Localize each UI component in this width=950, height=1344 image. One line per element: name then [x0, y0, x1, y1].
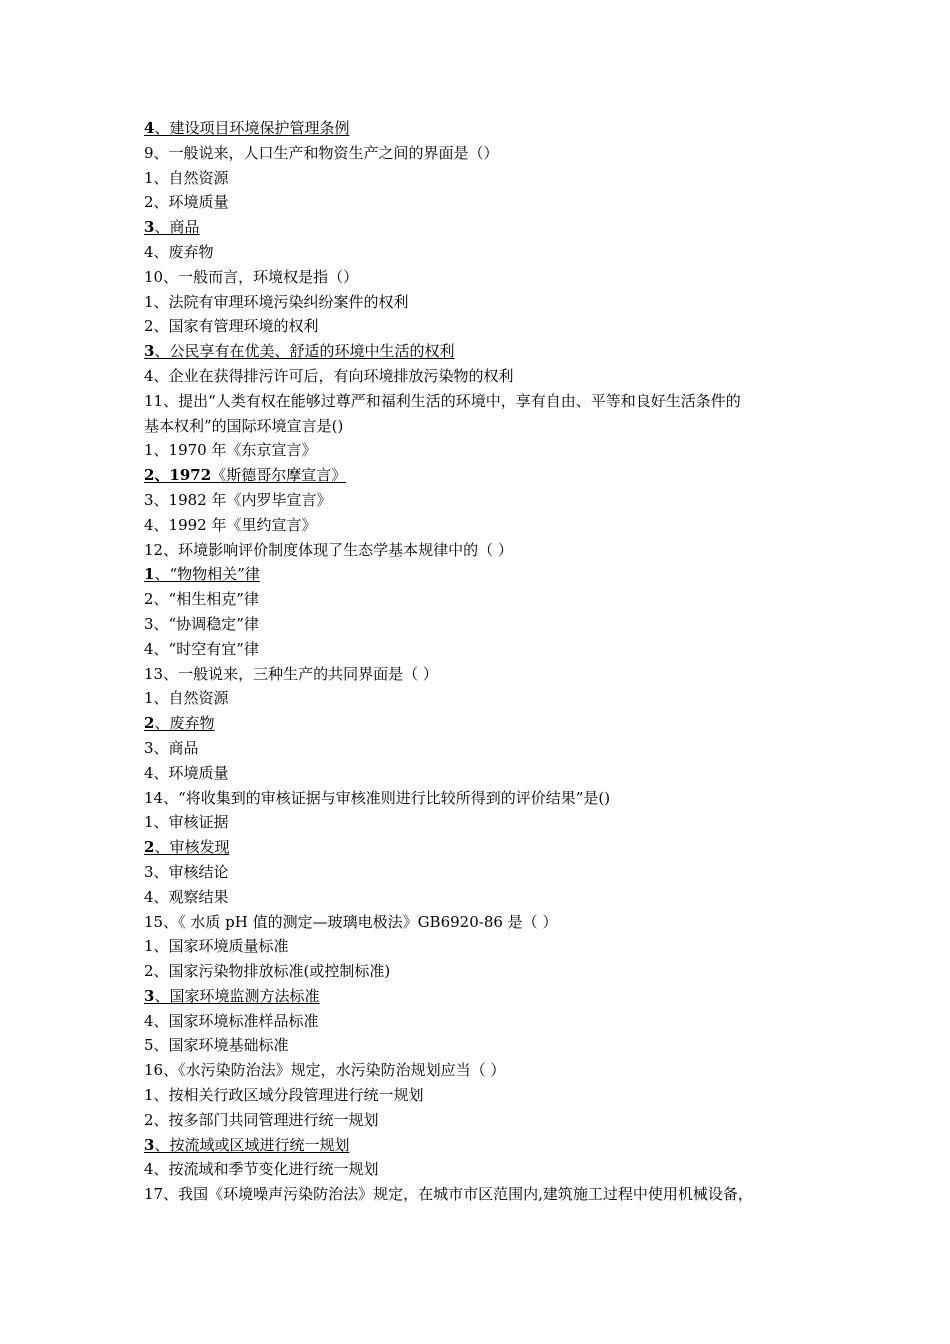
text-line: 3、“协调稳定”律: [144, 614, 259, 633]
text-line: 4、观察结果: [144, 887, 229, 906]
text-line: 1、国家环境质量标准: [144, 937, 289, 956]
text-line: 13、一般说来，三种生产的共同界面是（ ）: [144, 664, 438, 683]
answer-text: 、“物物相关”律: [154, 565, 260, 584]
text-line: 2、国家污染物排放标准(或控制标准): [144, 962, 391, 981]
text-line: 12、环境影响评价制度体现了生态学基本规律中的（ ）: [144, 540, 513, 559]
answer-text: 、公民享有在优美、舒适的环境中生活的权利: [154, 342, 455, 361]
text-line: 1、审核证据: [144, 813, 229, 832]
text-line: 4、国家环境标准样品标准: [144, 1011, 319, 1030]
text-line: 4、按流域和季节变化进行统一规划: [144, 1160, 379, 1179]
answer-option-line: [144, 463, 824, 488]
answer-option-line: [144, 984, 824, 1009]
answer-marker: 3: [144, 218, 155, 237]
answer-text: 、按流域或区域进行统一规划: [154, 1135, 350, 1154]
text-line: 基本权利”的国际环境宣言是(): [144, 416, 344, 435]
text-line: 17、我国《环境噪声污染防治法》规定，在城市市区范围内,建筑施工过程中使用机械设备，: [144, 1185, 753, 1204]
text-line: 4、环境质量: [144, 763, 229, 782]
answer-text: 、建设项目环境保护管理条例: [154, 119, 350, 137]
text-line: 16、《水污染防治法》规定，水污染防治规划应当（ ）: [144, 1061, 506, 1080]
answer-option-line: [144, 116, 824, 141]
answer-text: 、废弃物: [154, 714, 215, 733]
answer-option-line: [144, 1133, 824, 1158]
text-line: 4、“时空有宜”律: [144, 639, 259, 658]
text-line: 1、自然资源: [144, 689, 229, 708]
text-line: 3、审核结论: [144, 862, 229, 881]
answer-marker: 3: [144, 986, 155, 1005]
text-line: 2、国家有管理环境的权利: [144, 317, 319, 336]
text-line: 4、企业在获得排污许可后，有向环境排放污染物的权利: [144, 366, 514, 385]
answer-marker: 2: [144, 714, 155, 733]
answer-text: 、审核发现: [154, 838, 230, 857]
text-line: 1、自然资源: [144, 168, 229, 187]
text-line: 4、废弃物: [144, 242, 214, 261]
answer-marker: 3: [144, 1135, 155, 1154]
text-line: 1、按相关行政区域分段管理进行统一规划: [144, 1086, 424, 1105]
text-line: 4、1992 年《里约宣言》: [144, 515, 317, 534]
text-line: 5、国家环境基础标准: [144, 1036, 289, 1055]
answer-text: 、国家环境监测方法标准: [154, 986, 320, 1005]
text-line: 15、《 水质 pH 值的测定—玻璃电极法》GB6920-86 是（ ）: [144, 912, 558, 931]
text-line: 1、法院有审理环境污染纠纷案件的权利: [144, 292, 409, 311]
answer-marker: 4: [144, 119, 155, 137]
text-line: 3、商品: [144, 738, 199, 757]
answer-text: 、商品: [154, 218, 200, 237]
text-line: 9、一般说来，人口生产和物资生产之间的界面是（）: [144, 143, 499, 162]
text-line: 14、“将收集到的审核证据与审核准则进行比较所得到的评价结果”是(): [144, 788, 611, 807]
text-line: 1、1970 年《东京宣言》: [144, 441, 317, 460]
answer-option-line: [144, 215, 824, 240]
answer-marker: 1: [144, 565, 155, 584]
text-line: 2、环境质量: [144, 193, 229, 212]
text-line: 11、提出“人类有权在能够过尊严和福利生活的环境中，享有自由、平等和良好生活条件的: [144, 391, 741, 410]
document-body: [144, 116, 824, 1207]
answer-option-line: [144, 339, 824, 364]
answer-option-line: [144, 711, 824, 736]
text-line: 2、“相生相克”律: [144, 590, 259, 609]
text-line: 2、按多部门共同管理进行统一规划: [144, 1110, 379, 1129]
answer-marker: 2、1972: [144, 466, 212, 485]
answer-marker: 3: [144, 342, 155, 361]
text-line: 3、1982 年《内罗毕宣言》: [144, 490, 332, 509]
answer-option-line: [144, 835, 824, 860]
answer-text: 《斯德哥尔摩宣言》: [211, 466, 347, 485]
answer-marker: 2: [144, 838, 155, 857]
text-line: 10、一般而言，环境权是指（）: [144, 267, 359, 286]
answer-option-line: [144, 562, 824, 587]
